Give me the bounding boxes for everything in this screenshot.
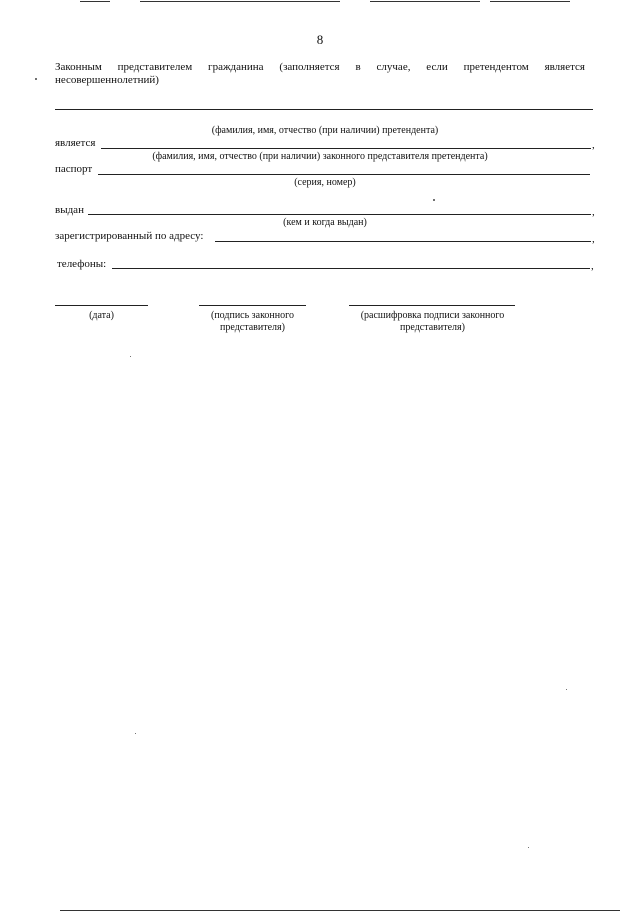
intro-line-2: несовершеннолетний) — [55, 74, 159, 86]
scan-speck — [433, 199, 435, 201]
signature-line[interactable] — [199, 305, 306, 306]
issued-label: выдан — [55, 204, 84, 216]
address-line[interactable] — [215, 241, 591, 242]
address-label: зарегистрированный по адресу: — [55, 230, 204, 242]
scan-speck — [528, 847, 529, 848]
signature-transcript-line[interactable] — [349, 305, 515, 306]
scan-speck — [135, 733, 136, 734]
intro-paragraph — [55, 61, 585, 87]
page-number: 8 — [316, 32, 324, 47]
scan-speck — [35, 78, 37, 80]
signature-caption-line-1: (подпись законного — [211, 310, 294, 321]
is-label: является — [55, 137, 96, 149]
issued-line[interactable] — [88, 214, 591, 215]
comma: , — [591, 260, 594, 272]
scan-speck — [566, 689, 567, 690]
passport-line[interactable] — [98, 174, 590, 175]
phones-label: телефоны: — [57, 258, 107, 270]
applicant-name-caption: (фамилия, имя, отчество (при наличии) претендента) — [211, 125, 439, 136]
phones-line[interactable] — [112, 268, 590, 269]
signature-caption-line-2: представителя) — [220, 322, 285, 333]
date-caption: (дата) — [89, 310, 114, 321]
passport-label: паспорт — [55, 163, 93, 175]
applicant-name-line[interactable] — [55, 109, 593, 110]
intro-line-1: Законным представителем гражданина (заполняется в случае, если претендентом является — [55, 61, 585, 73]
representative-name-line[interactable] — [101, 148, 591, 149]
transcript-caption-line-1: (расшифровка подписи законного — [360, 310, 505, 321]
transcript-caption-line-2: представителя) — [400, 322, 465, 333]
scan-edge-mark — [80, 1, 110, 2]
scan-edge-mark — [370, 1, 480, 2]
passport-caption: (серия, номер) — [294, 177, 356, 188]
comma: , — [592, 233, 595, 245]
representative-name-caption: (фамилия, имя, отчество (при наличии) законного представителя претендента) — [152, 151, 488, 162]
scan-speck — [130, 356, 131, 357]
scan-edge-mark — [490, 1, 570, 2]
comma: , — [592, 139, 595, 151]
date-line[interactable] — [55, 305, 148, 306]
scan-edge-mark — [60, 910, 620, 911]
issued-caption: (кем и когда выдан) — [283, 217, 367, 228]
scan-edge-mark — [140, 1, 340, 2]
comma: , — [592, 206, 595, 218]
